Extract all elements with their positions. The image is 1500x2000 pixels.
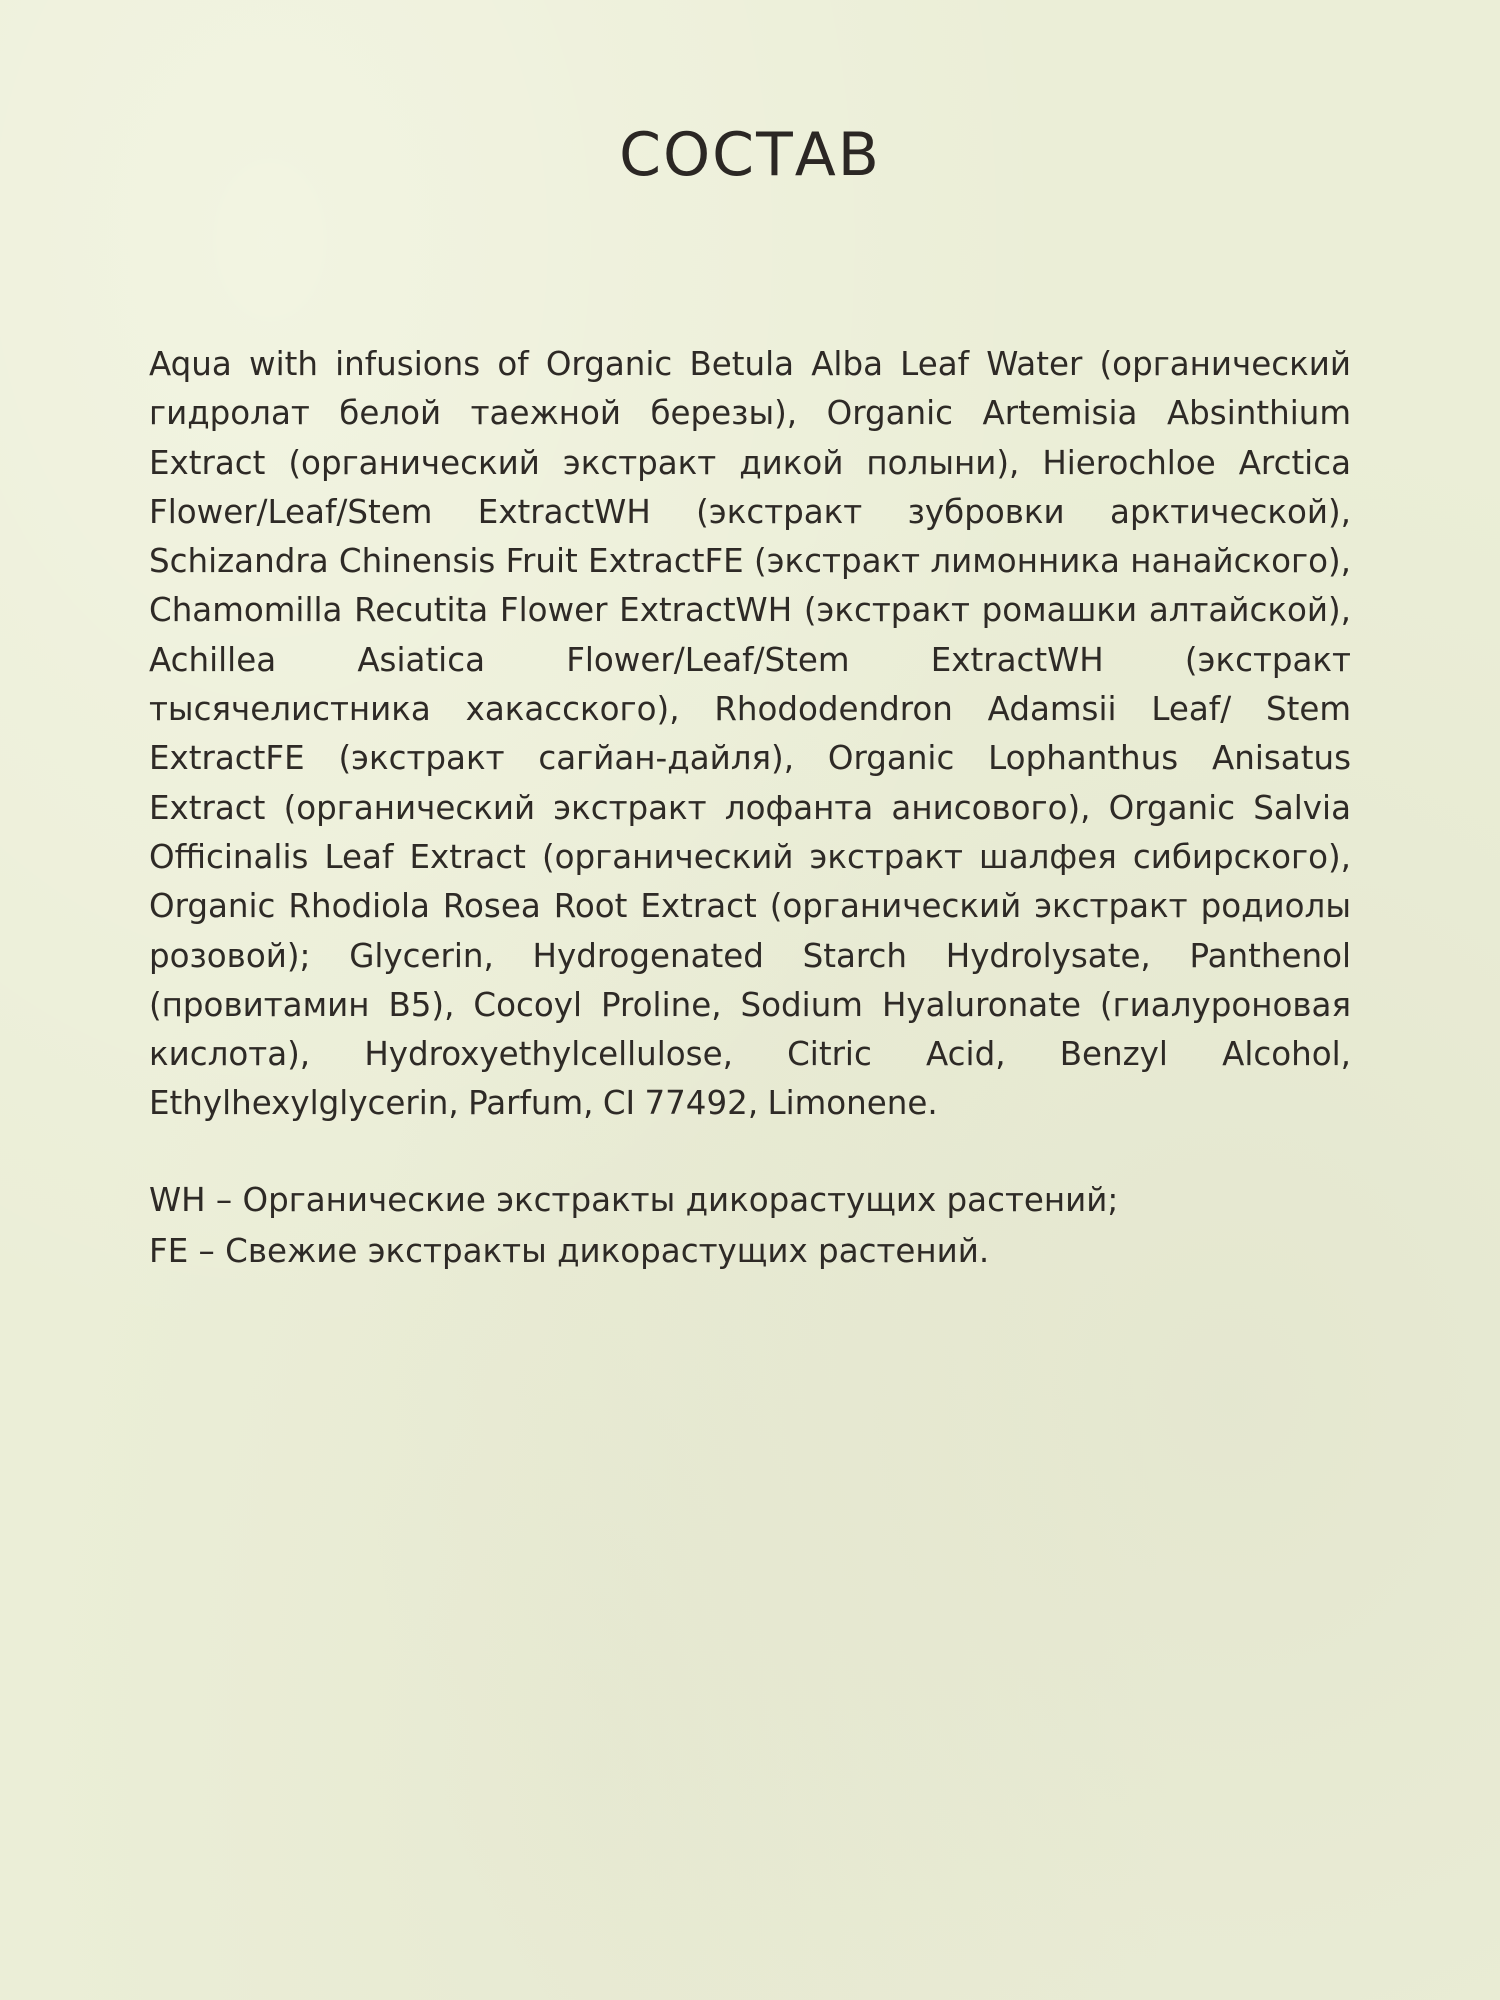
legend-item-fe: FE – Свежие экстракты дикорастущих растений. (149, 1231, 990, 1270)
page-title: СОСТАВ (619, 120, 881, 190)
ingredients-text: Aqua with infusions of Organic Betula Alba Leaf Water (органический гидролат белой таежной березы), Organic Artemisia Absinthium Extract (органический экстракт дикой полыни), Hierochloe Arctica Flower/Leaf/Stem ExtractWH (экстракт зубровки арктической), Schizandra Chinensis Fruit ExtractFE (экстракт лимонника нанайского), Chamomilla Recutita Flower ExtractWH (экстракт ромашки алтайской), Achillea Asiatica Flower/Leaf/Stem ExtractWH (экстракт тысячелистника хакасского), Rhododendron Adamsii Leaf/ Stem ExtractFE (экстракт сагйан-дайля), Organic Lophanthus Anisatus Extract (органический экстракт лофанта анисового), Organic Salvia Officinalis Leaf Extract (органический экстракт шалфея сибирского), Organic Rhodiola Rosea Root Extract (органический экстракт родиолы розовой); Glycerin, Hydrogenated Starch Hydrolysate, Panthenol (провитамин B5), Cocoyl Proline, Sodium Hyaluronate (гиалуроновая кислота), Hydroxyethylcellulose, Citric Acid, Benzyl Alcohol, Ethylhexylglycerin, Parfum, CI 77492, Limonene. (149, 345, 1351, 1123)
composition-section (149, 340, 1351, 1277)
legend-item-wh: WH – Органические экстракты дикорастущих растений; (149, 1180, 1119, 1219)
legend (149, 1175, 1351, 1277)
